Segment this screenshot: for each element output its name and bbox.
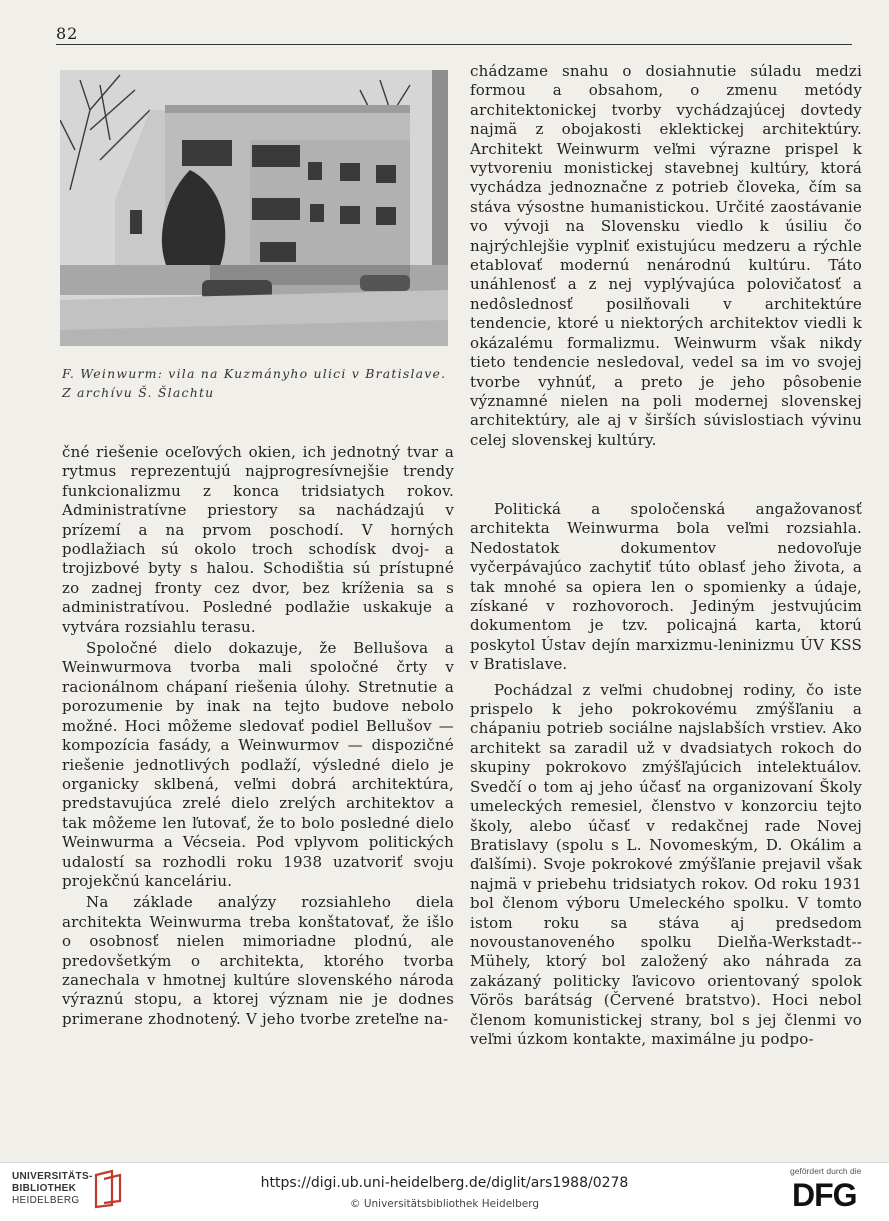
left-column	[62, 443, 454, 1029]
left-paragraph-3: Na základe analýzy rozsiahleho diela architekta Weinwurma treba konštatovať, že išlo o osobnosť nielen mimoriadne plodnú, ale predovšetkým o architekta, ktorého tvorba zanechala v hmotnej kultúre slovenského národa výraznú stopu, a ktorej význam nie je dodnes primerane zhodnotený. V jeho tvorbe zreteľne na-	[62, 893, 454, 1028]
caption-line-1: F. Weinwurm: vila na Kuzmányho ulici v Bratislave.	[62, 366, 447, 381]
library-name-line-3: HEIDELBERG	[12, 1195, 80, 1206]
header-rule	[56, 44, 852, 45]
library-name-line-2: BIBLIOTHEK	[12, 1183, 77, 1194]
right-paragraph-1: chádzame snahu o dosiahnutie súladu medzi formou a obsahom, o zmenu metódy architektonickej tvorby vychádzajúcej dovtedy najmä z obojakosti eklektickej architektúry. Architekt Weinwurm veľmi výrazne prispel k vytvoreniu monistickej stavebnej kultúry, ktorá vychádza jednoznačne z potrieb človeka, čím sa stáva výsostne humanistickou. Určité zaostávanie vo vývoji na Slovensku viedlo k úsiliu čo najrýchlejšie vyplniť existujúcu medzeru a rýchle etablovať modernú nenárodnú kultúru. Táto unáhlenosť a z nej vyplývajúca polovičatosť a nedôslednosť posilňovali v architektúre tendencie, ktoré u niektorých architektov viedli k okázalému formalizmu. Weinwurm však nikdy tieto tendencie nesledoval, vedel sa im vo svojej tvorbe vyhnúť, a preto je jeho pôsobenie významné nielen na poli modernej slovenskej architektúry, ale aj v širších súvislostiach vývinu celej slovenskej kultúry.	[470, 62, 862, 449]
funding-note: gefördert durch die	[790, 1166, 862, 1176]
library-name-line-1: UNIVERSITÄTS-	[12, 1171, 93, 1182]
caption-line-2: Z archívu Š. Šlachtu	[62, 385, 215, 400]
left-paragraph-1: čné riešenie oceľových okien, ich jednotný tvar a rytmus reprezentujú najprogresívnejšie trendy funkcionalizmu z konca tridsiatych rokov. Administratívne priestory sa nachádzajú v prízemí a na prvom poschodí. V horných podlažiach sú okolo troch schodísk dvoj- a trojizbové byty s halou. Schodištia sú prístupné zo zadnej fronty cez dvor, bez kríženia sa s administratívou. Posledné podlažie uskakuje a vytvára rozsiahlu terasu.	[62, 443, 454, 636]
right-column-bottom	[470, 500, 862, 1049]
right-paragraph-2: Politická a spoločenská angažovanosť architekta Weinwurma bola veľmi rozsiahla. Nedostatok dokumentov nedovoľuje vyčerpávajúco zachytiť túto oblasť jeho života, a tak mnohé sa opiera len o spomienky a údaje, získané v rozhovoroch. Jediným jestvujúcim dokumentom je tzv. policajná karta, ktorú poskytol Ústav dejín marxizmu-leninizmu ÚV KSS v Bratislave.	[470, 500, 862, 674]
right-paragraph-3: Pochádzal z veľmi chudobnej rodiny, čo iste prispelo k jeho pokrokovému zmýšľaniu a chápaniu potrieb sociálne najslabších vrstiev. Ako architekt sa zaradil už v dvadsiatych rokoch do skupiny pokrokovo zmýšľajúcich intelektuálov. Svedčí o tom aj jeho účasť na organizovaní Školy umeleckých remesiel, členstvo v konzorciu tejto školy, alebo účasť v redakčnej rade Novej Bratislavy (spolu s L. Novomeským, D. Okálim a ďalšími). Svoje pokrokové zmýšľanie prejavil však najmä v priebehu tridsiatych rokov. Od roku 1931 bol členom výboru Umeleckého spolku. V tomto istom roku sa stáva aj predsedom novoustanoveného spolku Dielňa-Werkstadt--Mühely, ktorý bol založený ako náhrada za zakázaný politicky ľavicovo orientovaný spolok Vörös barátság (Červené bratstvo). Hoci nebol členom komunistickej strany, bol s jej členmi vo veľmi úzkom kontakte, maximálne ju podpo-	[470, 680, 862, 1048]
page-number: 82	[56, 24, 79, 43]
left-paragraph-2: Spoločné dielo dokazuje, že Bellušova a Weinwurmova tvorba mali spoločné črty v racionálnom chápaní riešenia úlohy. Stretnutie a porozumenie by inak na tejto budove nebolo možné. Hoci môžeme sledovať podiel Bellušov — kompozícia fasády, a Weinwurmov — dispozičné riešenie jednotlivých podlaží, výsledné dielo je organicky sklbená, veľmi dobrá architektúra, predstavujúca zrelé dielo zrelých architektov a tak môžeme len ľutovať, že to bolo posledné dielo Weinwurma a Vécseia. Pod vplyvom politických udalostí sa rozhodli roku 1938 uzatvoriť svoju projekčnú kanceláriu.	[62, 639, 454, 890]
villa-photo	[60, 70, 448, 346]
copyright-notice: © Universitätsbibliothek Heidelberg	[349, 1198, 539, 1210]
viewer-footer	[0, 1162, 889, 1221]
document-url-link[interactable]: https://digi.ub.uni-heidelberg.de/diglit/ars1988/0278	[260, 1175, 629, 1191]
dfg-logo[interactable]: DFG	[792, 1177, 857, 1213]
photo-caption	[62, 364, 452, 402]
right-column-top	[470, 62, 862, 450]
